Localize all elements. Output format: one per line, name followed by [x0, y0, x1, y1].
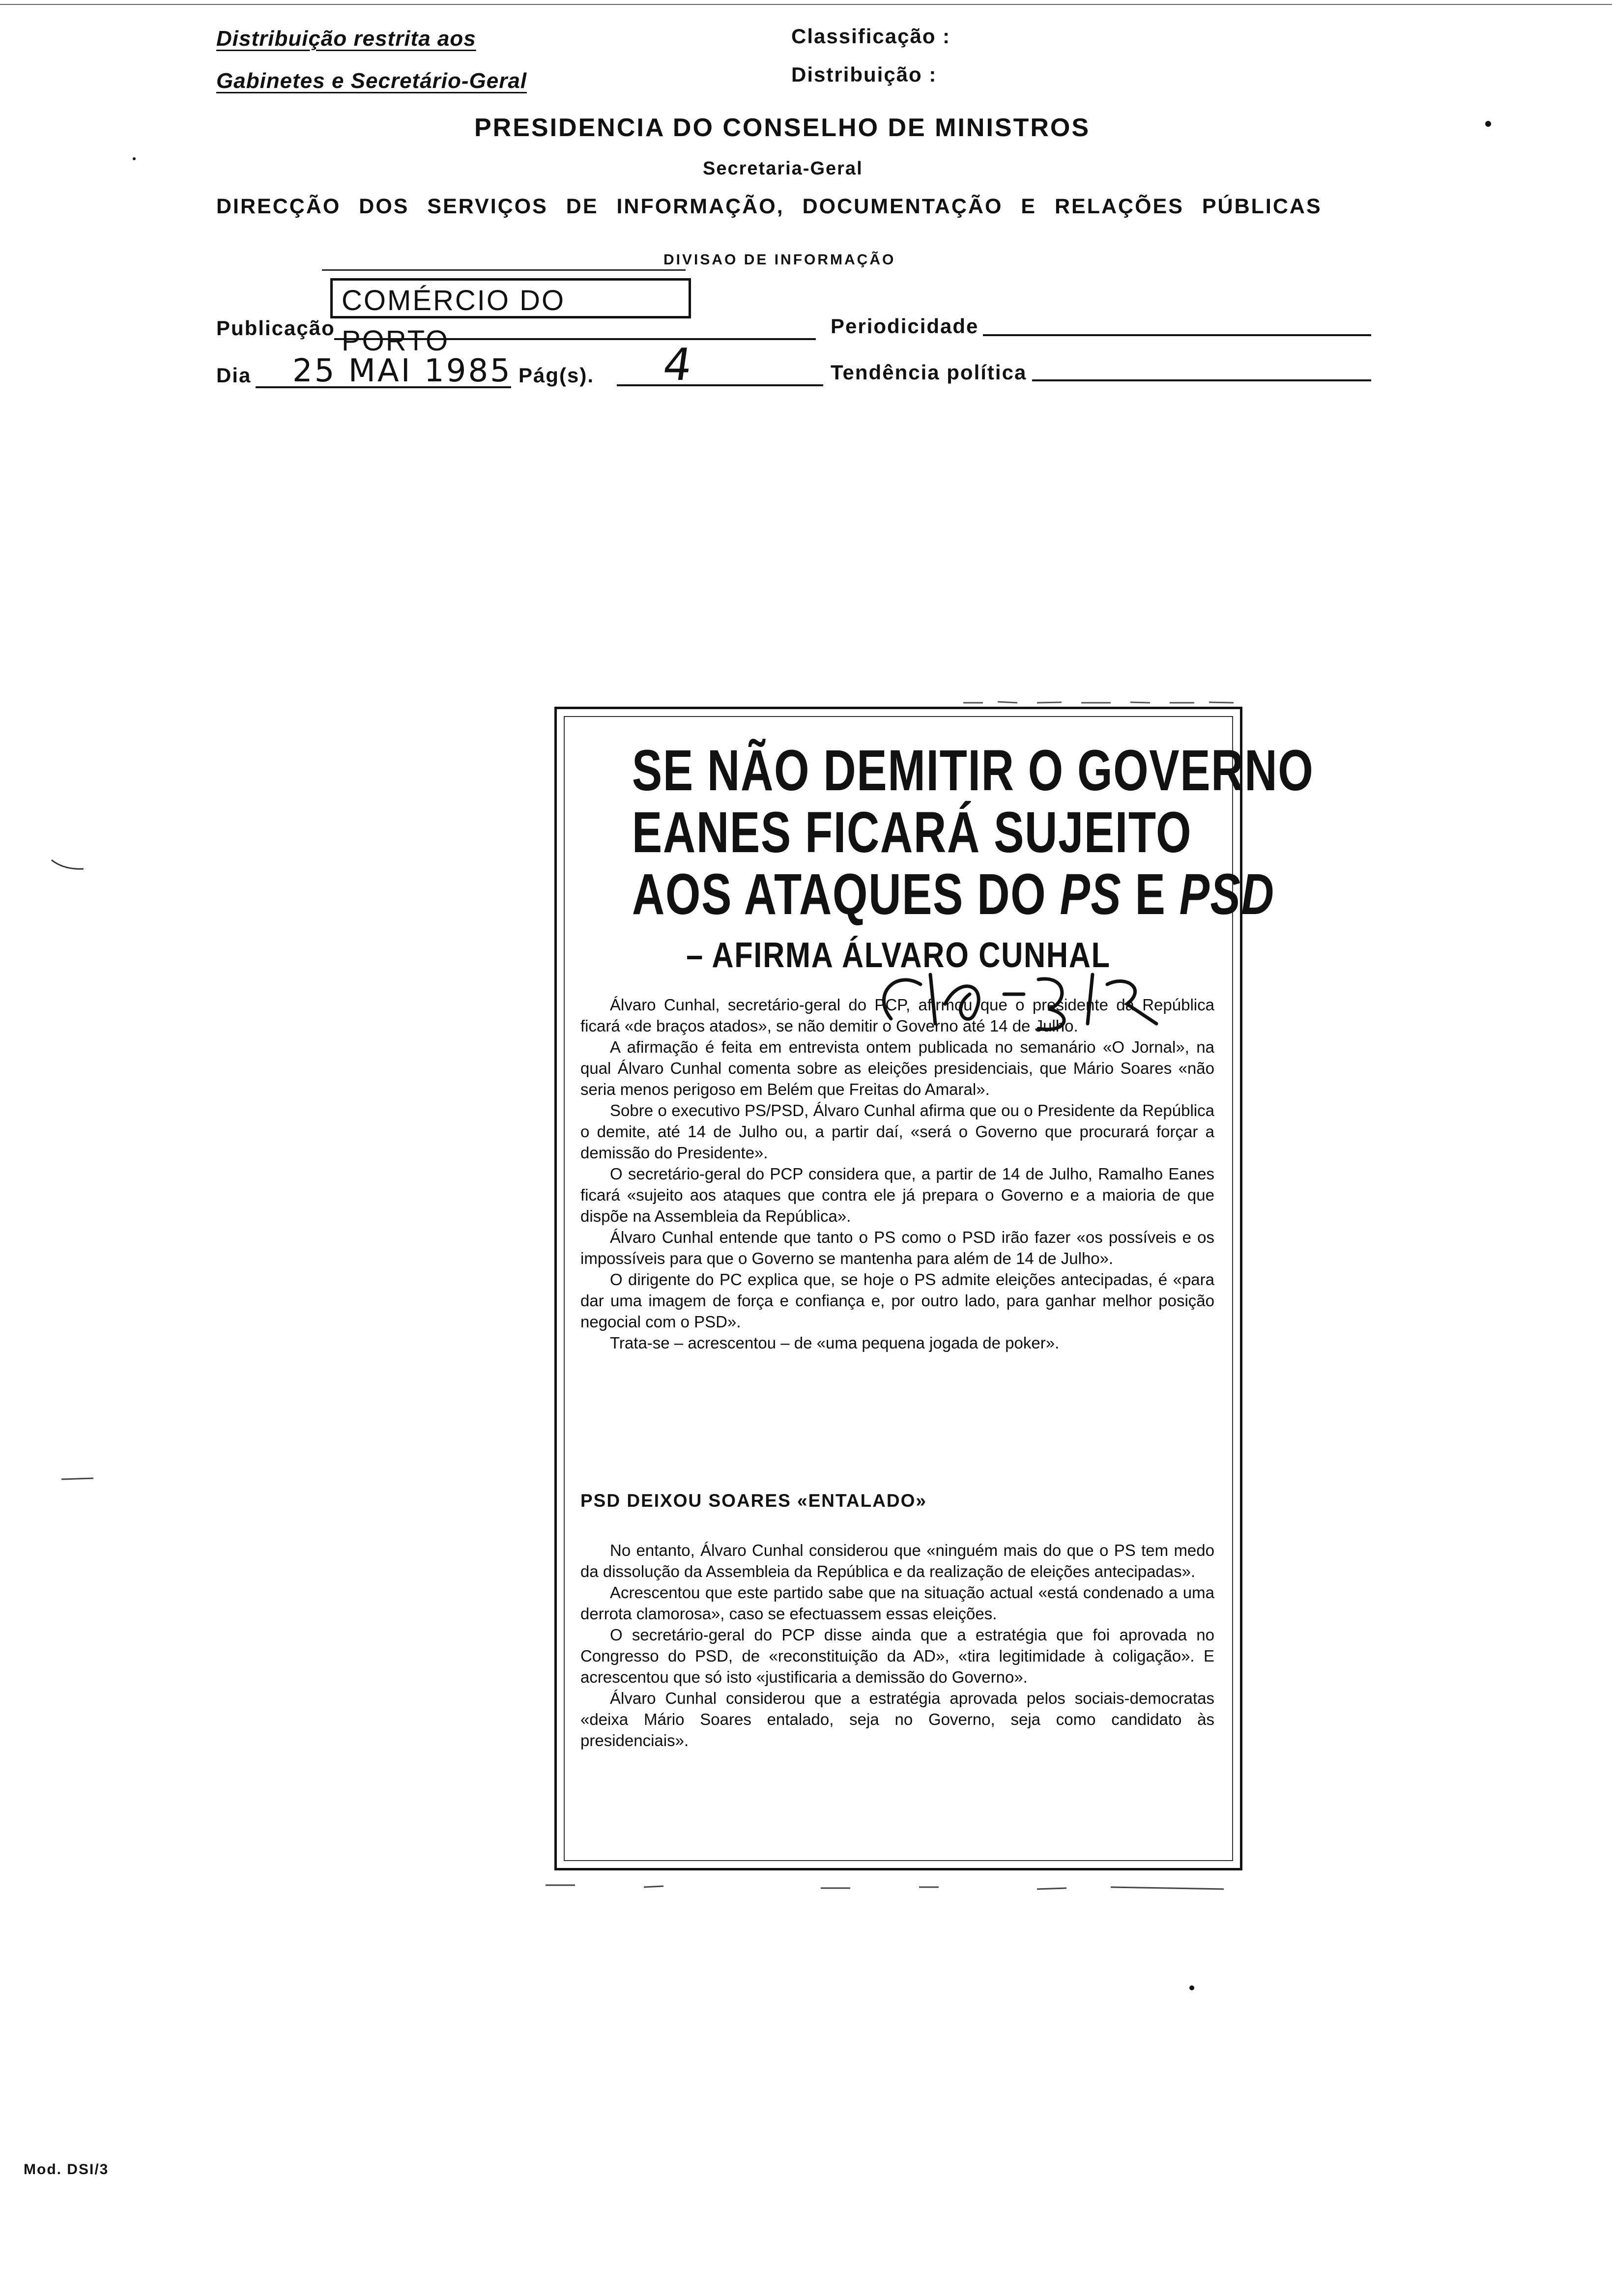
day-stamp: 25 MAI 1985	[292, 353, 512, 389]
speck	[1485, 121, 1491, 127]
pages-handwritten: 4	[660, 339, 695, 391]
article-paragraph: No entanto, Álvaro Cunhal considerou que «ninguém mais do que o PS tem medo da dissolução da Assembleia da República e da realização de eleições antecipadas».	[580, 1541, 1214, 1580]
restriction-line-2: Gabinetes e Secretário-Geral	[216, 69, 527, 93]
org-title: PRESIDENCIA DO CONSELHO DE MINISTROS	[474, 114, 1091, 142]
newspaper-clipping	[554, 707, 1314, 1870]
article-paragraph: O dirigente do PC explica que, se hoje o PS admite eleições antecipadas, é «para dar uma imagem de força e confiança e, por outro lado, para ganhar melhor posição negocial com o PSD».	[580, 1270, 1214, 1331]
article-body-part-1	[580, 994, 1214, 1353]
article-paragraph: A afirmação é feita em entrevista ontem publicada no semanário «O Jornal», na qual Álvaro Cunhal comenta sobre as eleições presidenciais, que Mário Soares «não seria menos perigoso em Belém que Freitas do Amaral».	[580, 1038, 1214, 1098]
secretariat-label: Secretaria-Geral	[703, 158, 863, 179]
form-code: Mod. DSI/3	[24, 2161, 109, 2178]
periodicity-label: Periodicidade	[831, 315, 979, 338]
headline-part: E	[1122, 862, 1180, 927]
day-line	[256, 386, 511, 388]
pages-line	[617, 384, 823, 386]
headline-psd: PSD	[1179, 862, 1275, 927]
stamp-top-rule	[322, 269, 686, 271]
article-paragraph: Álvaro Cunhal, secretário-geral do PCP, afirmou que o presidente da República ficará «de braços atados», se não demitir o Governo até 14 de Julho.	[580, 996, 1214, 1035]
directorate-label: DIRECÇÃO DOS SERVIÇOS DE INFORMAÇÃO, DOCUMENTAÇÃO E RELAÇÕES PÚBLICAS	[216, 195, 1322, 218]
headline-line-1: SE NÃO DEMITIR O GOVERNO	[632, 738, 1314, 803]
speck	[133, 157, 136, 160]
publication-label: Publicação	[216, 316, 335, 340]
headline-part: AOS ATAQUES DO	[632, 862, 1060, 927]
day-label: Dia	[216, 364, 252, 387]
speck	[1189, 1985, 1194, 1990]
article-body-part-2	[580, 1540, 1214, 1751]
restriction-line-1: Distribuição restrita aos	[216, 27, 476, 51]
article-paragraph: Álvaro Cunhal considerou que a estratégia aprovada pelos sociais-democratas «deixa Mário Soares entalado, seja no Governo, seja como candidato às presidenciais».	[580, 1689, 1214, 1750]
margin-mark-left	[49, 855, 88, 875]
headline-line-3	[632, 862, 1275, 927]
article-paragraph: O secretário-geral do PCP considera que, a partir de 14 de Julho, Ramalho Eanes ficará «sujeito aos ataques que contra ele já prepara o Governo e a maioria de que dispõe na Assembleia da República».	[580, 1165, 1214, 1225]
article-paragraph: Acrescentou que este partido sabe que na situação actual «está condenado a uma derrota clamorosa», caso se efectuassem essas eleições.	[580, 1583, 1214, 1623]
article-paragraph: Álvaro Cunhal entende que tanto o PS como o PSD irão fazer «os possíveis e os impossíveis para que o Governo se mantenha para além de 14 de Julho».	[580, 1228, 1214, 1267]
article-subhead: PSD DEIXOU SOARES «ENTALADO»	[580, 1491, 927, 1511]
tendency-label: Tendência política	[831, 361, 1027, 384]
classification-label: Classificação :	[791, 25, 951, 48]
top-edge-rule	[0, 4, 1612, 5]
publication-stamp: COMÉRCIO DO PORTO	[330, 278, 691, 318]
margin-mark-left	[59, 1474, 98, 1484]
clip-bottom-dashes	[546, 1880, 1234, 1895]
periodicity-line	[983, 334, 1371, 336]
article-paragraph: Trata-se – acrescentou – de «uma pequena jogada de poker».	[610, 1334, 1060, 1352]
byline: – AFIRMA ÁLVARO CUNHAL	[686, 936, 1111, 975]
tendency-line	[1032, 379, 1371, 381]
headline-line-2: EANES FICARÁ SUJEITO	[632, 800, 1192, 865]
pages-label: Pág(s).	[518, 364, 595, 387]
division-label: DIVISAO DE INFORMAÇÃO	[663, 252, 896, 268]
distribution-label: Distribuição :	[791, 63, 937, 86]
clip-top-dashes	[963, 698, 1238, 708]
headline-ps: PS	[1060, 862, 1122, 927]
article-paragraph: Sobre o executivo PS/PSD, Álvaro Cunhal afirma que ou o Presidente da República o demite, até 14 de Julho ou, a partir daí, «será o Governo que procurará forçar a demissão do Presidente».	[580, 1101, 1214, 1162]
article-paragraph: O secretário-geral do PCP disse ainda que a estratégia que foi aprovada no Congresso do PSD, de «reconstituição da AD», «tira legitimidade à coligação». E acrescentou que só isto «justificaria a demissão do Governo».	[580, 1626, 1214, 1686]
